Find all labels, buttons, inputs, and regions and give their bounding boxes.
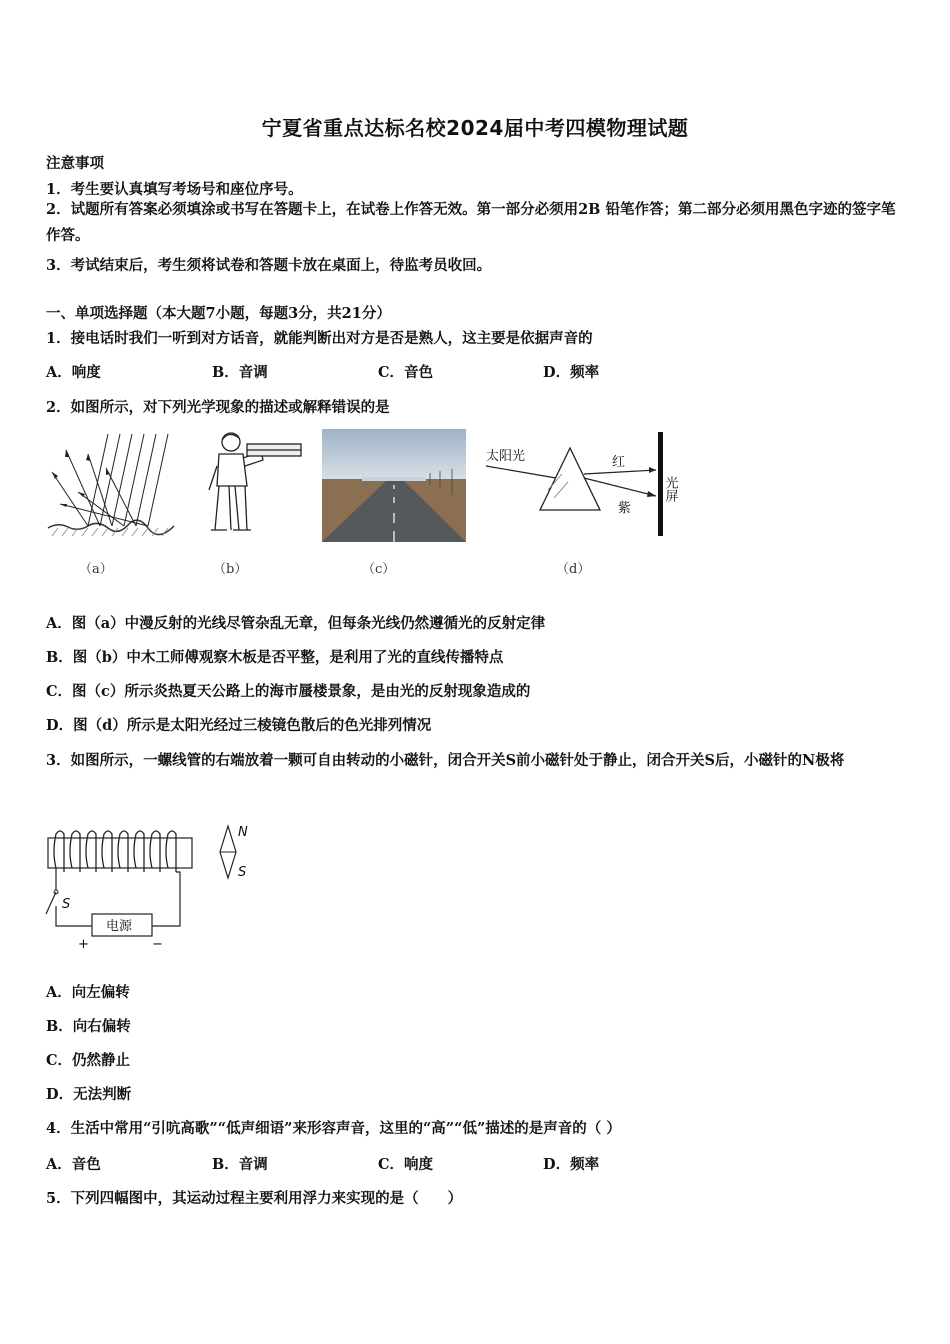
caption-c: （c） [362,562,396,577]
q4-option-a[interactable]: A．音色 [46,1156,101,1173]
question-4-stem: 4．生活中常用“引吭高歌”“低声细语”来形容声音，这里的“高”“低”描述的是声音的（ ） [46,1120,621,1137]
q1-option-d[interactable]: D．频率 [543,364,600,381]
page-title: 宁夏省重点达标名校2024届中考四模物理试题 [261,116,689,140]
section-heading: 一、单项选择题（本大题7小题，每题3分，共21分） [46,305,391,322]
minus-label: − [152,937,163,952]
q3-option-c[interactable]: C．仍然静止 [46,1052,131,1069]
figure-solenoid-circuit [42,822,262,952]
figure-a-diffuse-reflection [48,432,174,536]
figure-b-carpenter [205,430,303,536]
red-label: 红 [612,455,626,470]
q2-option-c[interactable]: C．图（c）所示炎热夏天公路上的海市蜃楼景象，是由光的反射现象造成的 [46,683,531,700]
q2-option-b[interactable]: B．图（b）中木工师傅观察木板是否平整，是利用了光的直线传播特点 [46,649,504,666]
power-source-label: 电源 [106,919,133,934]
q3-option-a[interactable]: A．向左偏转 [46,984,130,1001]
caption-a: （a） [79,562,113,577]
figure-c-road-photo [322,429,466,542]
plus-label: + [78,937,89,952]
notice-item: 3．考试结束后，考生须将试卷和答题卡放在桌面上，待监考员收回。 [46,257,492,274]
q1-option-c[interactable]: C．音色 [378,364,434,381]
question-2-stem: 2．如图所示，对下列光学现象的描述或解释错误的是 [46,399,390,416]
q1-option-b[interactable]: B．音调 [212,364,268,381]
q4-option-c[interactable]: C．响度 [378,1156,434,1173]
question-5-stem: 5．下列四幅图中，其运动过程主要利用浮力来实现的是（ ） [46,1190,463,1207]
sunlight-label: 太阳光 [486,449,526,464]
question-3-stem: 3．如图所示，一螺线管的右端放着一颗可自由转动的小磁针，闭合开关S前小磁针处于静止，闭合开关S后，小磁针的N极将 [46,752,845,769]
notice-item: 2．试题所有答案必须填涂或书写在答题卡上，在试卷上作答无效。第一部分必须用2B 铅笔作答；第二部分必须用黑色字迹的签字笔作答。 [46,201,896,244]
q3-option-b[interactable]: B．向右偏转 [46,1018,131,1035]
caption-b: （b） [213,562,248,577]
q3-option-d[interactable]: D．无法判断 [46,1086,132,1103]
q2-option-d[interactable]: D．图（d）所示是太阳光经过三棱镜色散后的色光排列情况 [46,717,432,734]
screen-label: 光屏 [662,476,678,502]
question-1-stem: 1．接电话时我们一听到对方话音，就能判断出对方是否是熟人，这主要是依据声音的 [46,330,593,347]
needle-s-label: S [238,865,247,880]
notice-heading: 注意事项 [46,155,104,172]
violet-label: 紫 [618,501,632,516]
caption-d: （d） [556,562,591,577]
needle-n-label: N [238,825,248,840]
q4-option-d[interactable]: D．频率 [543,1156,600,1173]
figure-d-prism [484,430,694,540]
q1-option-a[interactable]: A．响度 [46,364,101,381]
switch-label: S [62,897,71,912]
q4-option-b[interactable]: B．音调 [212,1156,268,1173]
notice-item: 1．考生要认真填写考场号和座位序号。 [46,181,303,198]
q2-option-a[interactable]: A．图（a）中漫反射的光线尽管杂乱无章，但每条光线仍然遵循光的反射定律 [46,615,546,632]
